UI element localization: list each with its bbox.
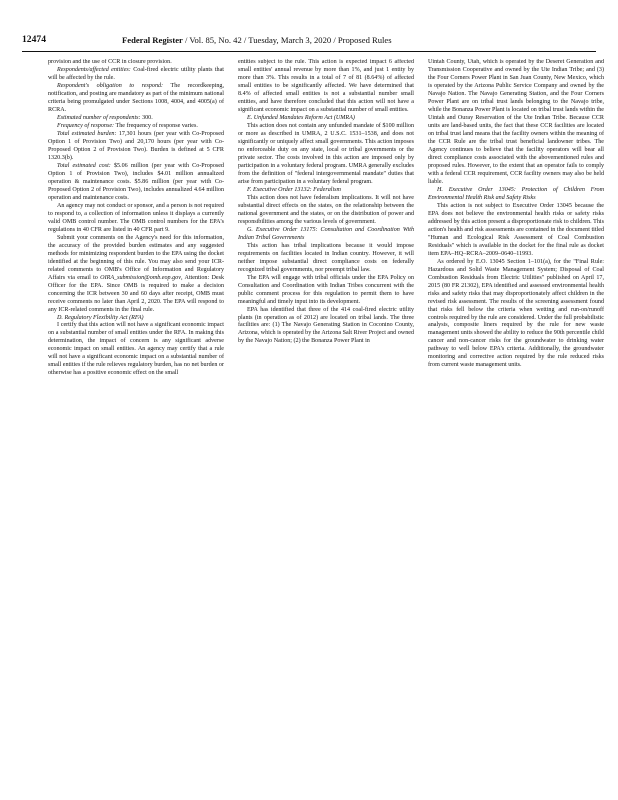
paragraph: The EPA will engage with tribal officials under the EPA Policy on Consultation and Coordination with Indian Tribes concurrent with the public comment process for this regulation to permit them to have meaningful and timely input into its development. [238, 274, 414, 305]
field-label: Total estimated burden: [57, 130, 117, 137]
paragraph: entities subject to the rule. This action is expected impact 6 affected small entities' annual revenue by more than 1%, and just 1 entity by more than 3%. This results in a total of 7 of 81 (8.64%) of affected small entities to be significantly affected. We have determined that 8.4% of affected small entities is not a substantial number small entities, and have therefore concluded that this action will not have a significant economic impact on a substantial number of small entities. [238, 59, 414, 113]
paragraph [48, 115, 224, 123]
paragraph: This action has tribal implications because it would impose requirements on facilities located in Indian country. However, it will neither impose substantial direct compliance costs on federally recognized tribal governments, nor preempt tribal law. [238, 242, 414, 273]
paragraph: Uintah County, Utah, which is operated by the Deseret Generation and Transmission Cooperative and owned by the Ute Indian Tribe; and (3) the Four Corners Power Plant in San Juan County, New Mexico, which is operated by the Arizona Public Service Company and owned by the Navajo Nation. The Navajo Generating Station, and the Four Corners Power Plant are on tribal trust lands belonging to the Navajo tribe, while the Bonanza Power Plant is located on tribal trust lands within the Uintah and Ouray Reservation of the Ute Indian Tribe. Because CCR units are land-based units, the fact that these CCR facilities are located on tribal trust land means that the facility owners within the meaning of the CCR Rule are the tribal trust beneficial landowner tribes. The Agency continues to believe that the facility operators will bear all direct compliance costs associated with the abovementioned rules and proposed rules. However, to the extent that an operator fails to comply with a federal CCR requirement, CCR facility owners may also be held liable. [428, 59, 604, 185]
field-text: The recordkeeping, notification, and posting are mandatory as part of the minimum national criteria being promulgated under Sections 1008, 4004, and 4005(a) of RCRA. [48, 82, 224, 113]
section-heading-g: G. Executive Order 13175: Consultation and Coordination With Indian Tribal Governments [238, 226, 414, 241]
paragraph: An agency may not conduct or sponsor, and a person is not required to respond to, a collection of information unless it displays a currently valid OMB control number. The OMB control numbers for the EPA's regulations in 40 CFR are listed in 40 CFR part 9. [48, 202, 224, 233]
paragraph: I certify that this action will not have a significant economic impact on a substantial number of small entities under the RFA. In making this determination, the impact of concern is any significant adverse economic impact on small entities. An agency may certify that a rule will not have a significant economic impact on a substantial number of small entities if the rule relieves regulatory burden, has no net burden or otherwise has a positive economic effect on the small [48, 322, 224, 377]
paragraph-text: Submit your comments on the Agency's need for this information, the accuracy of the provided burden estimates and any suggested methods for minimizing respondent burden to the EPA using the docket identified at the beginning of this rule. You may also send your ICR-related comments to OMB's Office of Information and Regulatory Affairs via email to [48, 234, 224, 281]
paragraph [48, 67, 224, 83]
paragraph-text: , Attention: Desk Officer for the EPA. Since OMB is required to make a decision concerning the ICR between 30 and 60 days after receipt, OMB must receive comments no later than April 2, 2020. The EPA will respond to any ICR-related comments in the final rule. [48, 274, 224, 313]
field-text: Coal-fired electric utility plants that will be affected by the rule. [48, 66, 224, 81]
header-rule [22, 51, 596, 52]
column-left [48, 59, 224, 794]
field-text: $5.06 million (per year with Co-Proposed Option 1 of Provision Two), includes $4.01 million annualized operation & maintenance costs. $5.86 million (per year with Co-Proposed Option 2 of Provision Two), includes annualized 4.64 million operation and maintenance costs. [48, 162, 224, 201]
oira-email-link[interactable]: OIRA_submission@omb.eop.gov [100, 274, 181, 281]
section-heading-f: F. Executive Order 13132: Federalism [247, 186, 341, 193]
paragraph: provision and the use of CCR in closure provision. [48, 59, 172, 65]
column-middle [238, 59, 414, 794]
field-label: Respondent's obligation to respond: [57, 82, 164, 89]
column-right [428, 59, 604, 794]
field-label: Frequency of response: [57, 122, 115, 129]
page-number: 12474 [22, 34, 46, 45]
paragraph [48, 131, 224, 163]
field-text: 300. [140, 114, 153, 121]
paragraph: EPA has identified that three of the 414 coal-fired electric utility plants (in operation as of 2012) are located on tribal lands. The three facilities are: (1) The Navajo Generating Station in Coconino County, Arizona, which is operated by the Arizona Salt River Project and owned by the Navajo Nation; (2) the Bonanza Power Plant in [238, 306, 414, 345]
paragraph [48, 123, 224, 131]
field-text: The frequency of response varies. [114, 122, 198, 129]
section-heading-d: D. Regulatory Flexibility Act (RFA) [57, 314, 144, 321]
field-label: Total estimated cost: [57, 162, 111, 169]
section-heading-e: E. Unfunded Mandates Reform Act (UMRA) [247, 114, 355, 121]
section-heading-h: H. Executive Order 13045: Protection of Children From Environmental Health Risk and Safety Risks [428, 186, 604, 201]
publication-title: Federal Register [122, 35, 183, 45]
header-citation [122, 33, 392, 47]
running-header [22, 33, 596, 47]
paragraph [48, 83, 224, 115]
field-label: Estimated number of respondents: [57, 114, 141, 121]
paragraph: This action is not subject to Executive Order 13045 because the EPA does not believe the environmental health risks or safety risks addressed by this action present a disproportionate risk to children. This action's health and risk assessments are contained in the document titled "Human and Ecological Risk Assessment of Coal Combustion Residuals" which is available in the docket for the final rule as docket item EPA–HQ–RCRA–2009–0640–11993. [428, 202, 604, 257]
field-text: 17,301 hours (per year with Co-Proposed Option 1 of Provision Two) and 20,170 hours (per year with Co-Proposed Option 2 of Provision Two). Burden is defined at 5 CFR 1320.3(b). [48, 130, 224, 161]
issue-info: / Vol. 85, No. 42 / Tuesday, March 3, 2020 / Proposed Rules [182, 35, 392, 45]
paragraph [48, 235, 224, 315]
paragraph: As ordered by E.O. 13045 Section 1–101(a), for the "Final Rule: Hazardous and Solid Waste Management System; Disposal of Coal Combustion Residuals from Electric Utilities" published on April 17, 2015 (80 FR 21302), EPA identified and assessed environmental health risks and safety risks that may disproportionately affect children in the revised risk assessment. The results of the screening assessment found that risks fell below the criteria when wetting and run-on/runoff controls required by the rule are considered. Under the full probabilistic analysis, composite liners required by the rule for new waste management units showed the ability to reduce the 90th percentile child cancer and non-cancer risks for the groundwater to drinking water pathway to well below EPA's criteria. Additionally, the groundwater monitoring and corrective action required by the rule reduced risks from current waste management units. [428, 258, 604, 369]
paragraph: This action does not contain any unfunded mandate of $100 million or more as described in UMRA, 2 U.S.C. 1531–1538, and does not significantly or uniquely affect small governments. This action imposes no enforceable duty on any state, local or tribal governments or the private sector. The costs involved in this action are imposed only by participation in a voluntary federal program. UMRA generally excludes from the definition of "federal intergovernmental mandate" duties that arise from participation in a voluntary federal program. [238, 122, 414, 185]
paragraph: This action does not have federalism implications. It will not have substantial direct effects on the states, on the relationship between the national government and the states, or on the distribution of power and responsibilities among the various levels of government. [238, 194, 414, 225]
paragraph [48, 163, 224, 203]
field-label: Respondents/affected entities: [57, 66, 131, 73]
